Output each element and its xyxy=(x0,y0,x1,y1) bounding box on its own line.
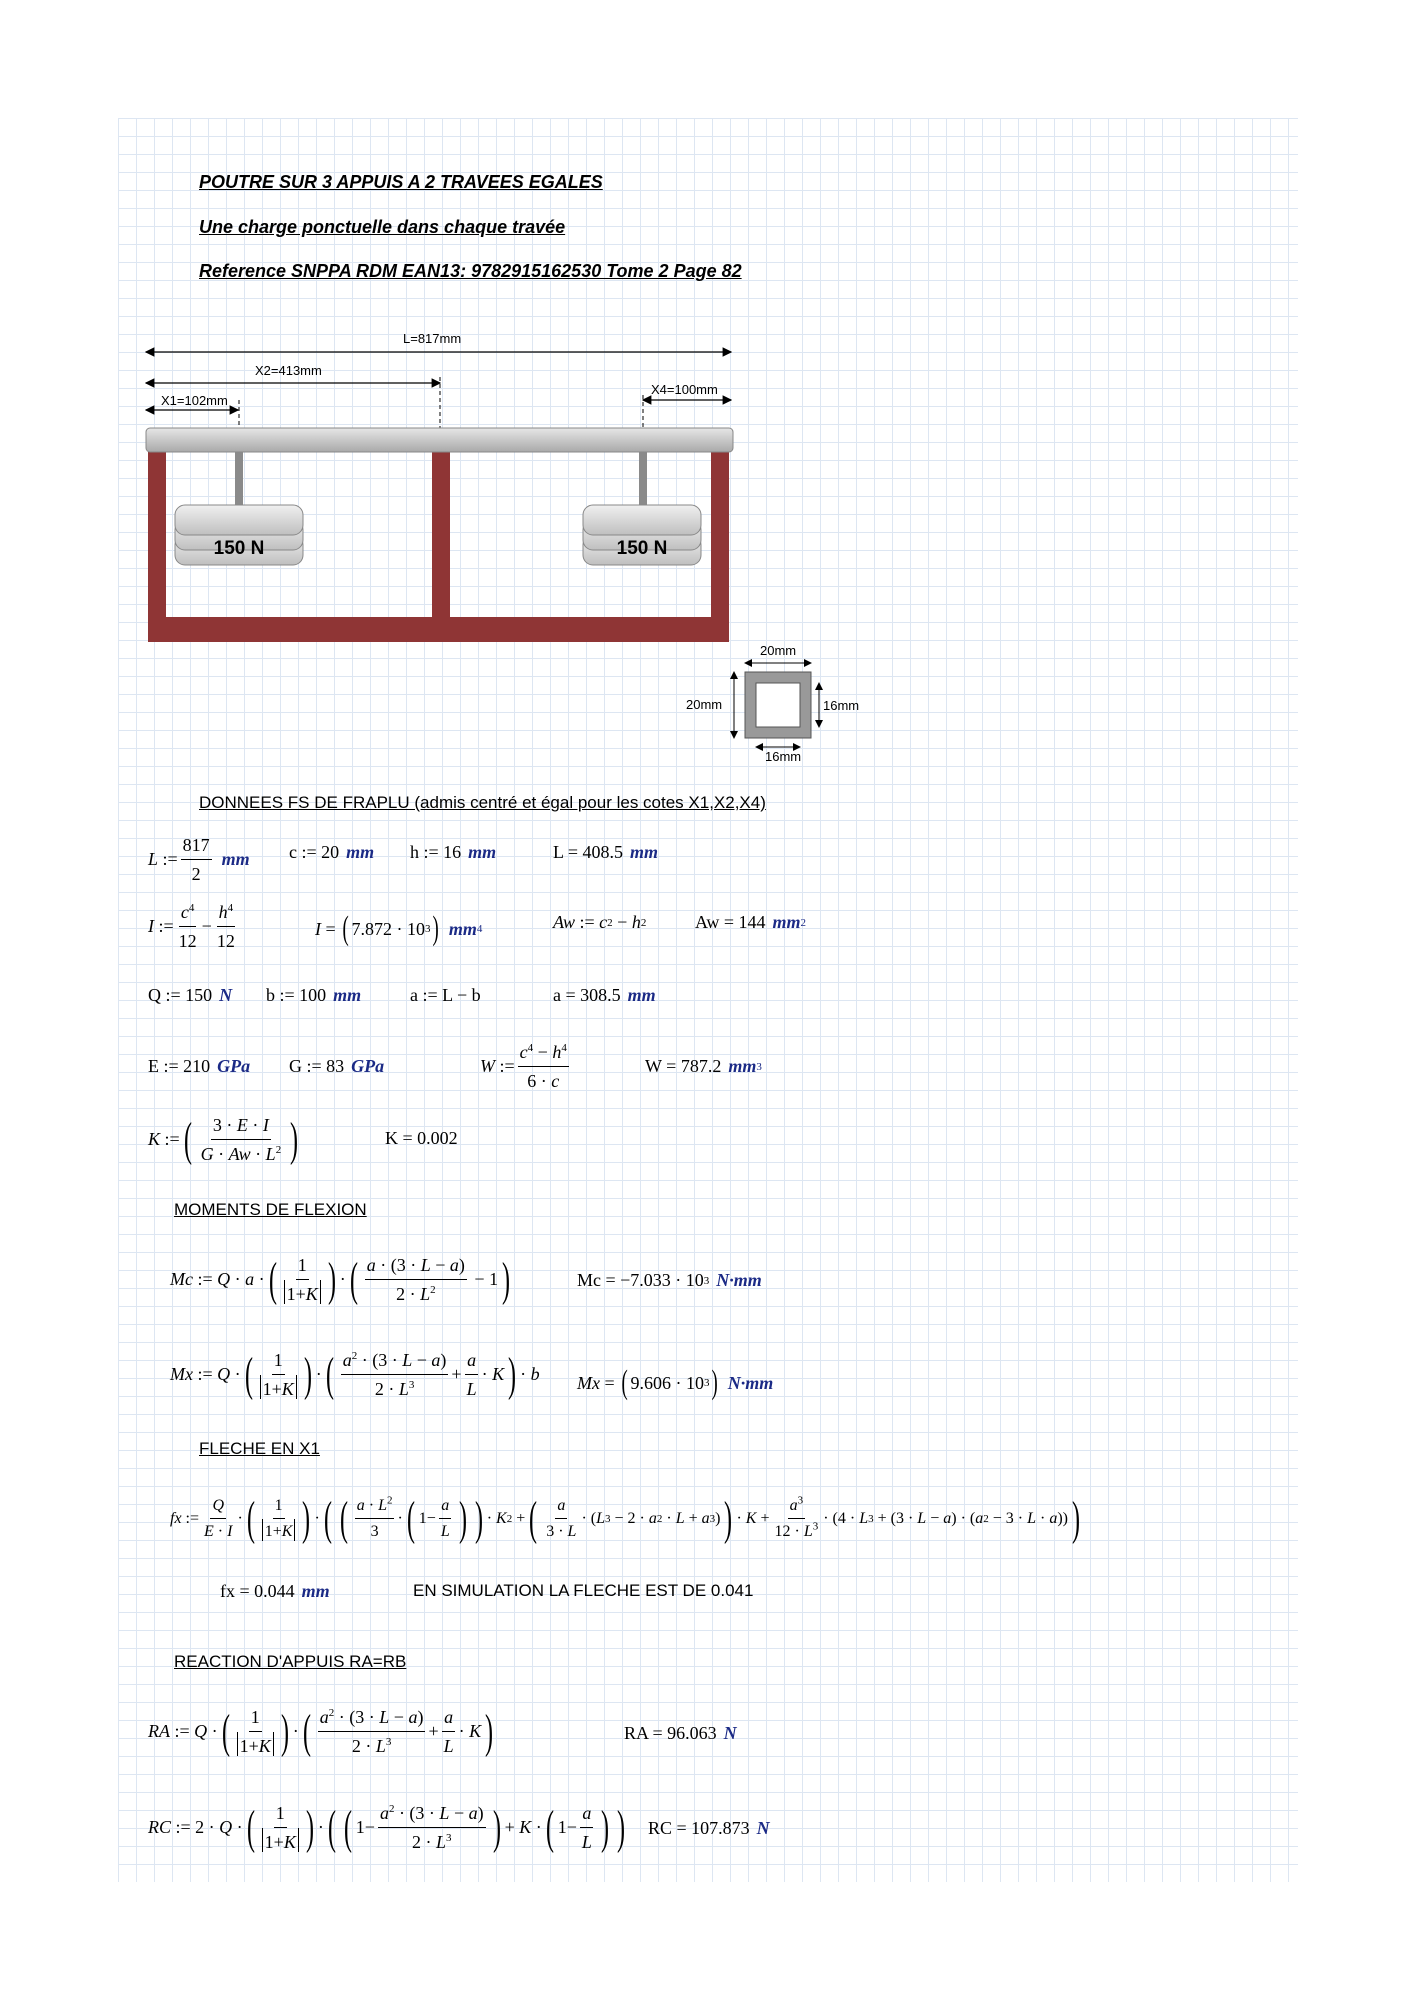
formula-a: a := L − b xyxy=(410,985,481,1005)
section-c-left: 20mm xyxy=(686,697,723,712)
label-X4: X4=100mm xyxy=(651,382,718,397)
formula-RA: RA := Q · ( 1 1+K ) · ( $a^2 \cdot (3 \cdot L - a)$ $2 \cdot L^3$ + a L · K ) xyxy=(148,1704,494,1758)
result-Mx: Mx = ( 9.606 · 10 3 ) N·mm xyxy=(577,1364,774,1401)
section-h-right: 16mm xyxy=(823,698,860,713)
frame-middle-post xyxy=(432,447,450,642)
result-RA: RA = 96.063 N xyxy=(624,1723,737,1743)
beam xyxy=(146,428,733,452)
section-c-top: 20mm xyxy=(760,643,797,658)
frame-left-post xyxy=(148,447,166,642)
formula-Mc: Mc := Q · a · ( 1 1+K ) · ( a · (3 · L − a) $2 \cdot L^2$ − 1 ) xyxy=(170,1252,511,1306)
formula-E: E := 210 GPa xyxy=(148,1056,251,1076)
result-K: K = 0.002 xyxy=(385,1128,458,1148)
result-W: W = 787.2 mm 3 xyxy=(645,1056,762,1076)
formula-c: c := 20 mm xyxy=(289,842,375,862)
formula-fx: fx := Q E · I · ( 1 1+K ) · ( ( $a \cdot L^2$ 3 · ( 1− a L ) ) · K 2 + ( a 3 · L · ( L 3 − 2 · a 2 · L + a 3 ) ) · K + $a^3$ $12 \cdot L^3$ · (4 · L 3 + (3 · L − a ) · ( a 2 − 3 · L · a )) ) xyxy=(170,1492,1080,1545)
load-right-label: 150 N xyxy=(616,538,668,559)
formula-L: L := 817 2 mm xyxy=(148,835,250,884)
result-RC: RC = 107.873 N xyxy=(648,1818,770,1838)
reference-line: Reference SNPPA RDM EAN13: 9782915162530 Tome 2 Page 82 xyxy=(199,261,742,281)
beam-diagram xyxy=(143,315,873,775)
result-I: I = ( 7.872 · 10 3 ) mm 4 xyxy=(315,910,483,947)
label-X2: X2=413mm xyxy=(255,363,322,378)
formula-b: b := 100 mm xyxy=(266,985,362,1005)
formula-RC: RC := 2 · Q · ( 1 1+K ) · ( ( 1− $a^2 \cdot (3 \cdot L - a)$ $2 \cdot L^3$ ) + K · ( 1− a L ) ) xyxy=(148,1800,625,1854)
formula-I: I := $c^4$ 12 − $h^4$ 12 xyxy=(148,902,235,951)
formula-G: G := 83 GPa xyxy=(289,1056,385,1076)
result-Aw: Aw = 144 mm 2 xyxy=(695,912,807,932)
formula-K: K := ( 3 · E · I $G \cdot Aw \cdot L^2$ ) xyxy=(148,1112,299,1166)
section-fleche: FLECHE EN X1 xyxy=(199,1439,320,1458)
result-L: L = 408.5 mm xyxy=(553,842,658,862)
weight-right xyxy=(583,505,701,565)
cross-section xyxy=(686,643,859,764)
formula-Q: Q := 150 N xyxy=(148,985,233,1005)
formula-W: W := $c^4 - h^4$ 6 · c xyxy=(480,1042,567,1091)
section-donnees: DONNEES FS DE FRAPLU (admis centré et égal pour les cotes X1,X2,X4) xyxy=(199,793,766,812)
simulation-note: EN SIMULATION LA FLECHE EST DE 0.041 xyxy=(413,1581,754,1600)
formula-Mx: Mx := Q · ( 1 1+K ) · ( $a^2 \cdot (3 \cdot L - a)$ $2 \cdot L^3$ + a L · K ) · b xyxy=(170,1347,540,1401)
label-L: L=817mm xyxy=(403,331,462,346)
page-title: POUTRE SUR 3 APPUIS A 2 TRAVEES EGALES xyxy=(199,172,603,192)
frame-right-post xyxy=(711,447,729,642)
result-Mc: Mc = −7.033 · 10 3 N·mm xyxy=(577,1270,762,1290)
section-reaction: REACTION D'APPUIS RA=RB xyxy=(174,1652,407,1671)
label-X1: X1=102mm xyxy=(161,393,228,408)
result-fx: fx = 0.044 mm xyxy=(220,1581,330,1601)
page-subtitle: Une charge ponctuelle dans chaque travée xyxy=(199,217,566,237)
result-a: a = 308.5 mm xyxy=(553,985,656,1005)
section-h-bottom: 16mm xyxy=(765,749,802,764)
formula-h: h := 16 mm xyxy=(410,842,497,862)
section-moments: MOMENTS DE FLEXION xyxy=(174,1200,367,1219)
frame-base xyxy=(148,617,729,642)
weight-left xyxy=(175,505,303,565)
formula-Aw: Aw := c 2 − h 2 xyxy=(553,912,647,932)
load-left-label: 150 N xyxy=(213,538,265,559)
